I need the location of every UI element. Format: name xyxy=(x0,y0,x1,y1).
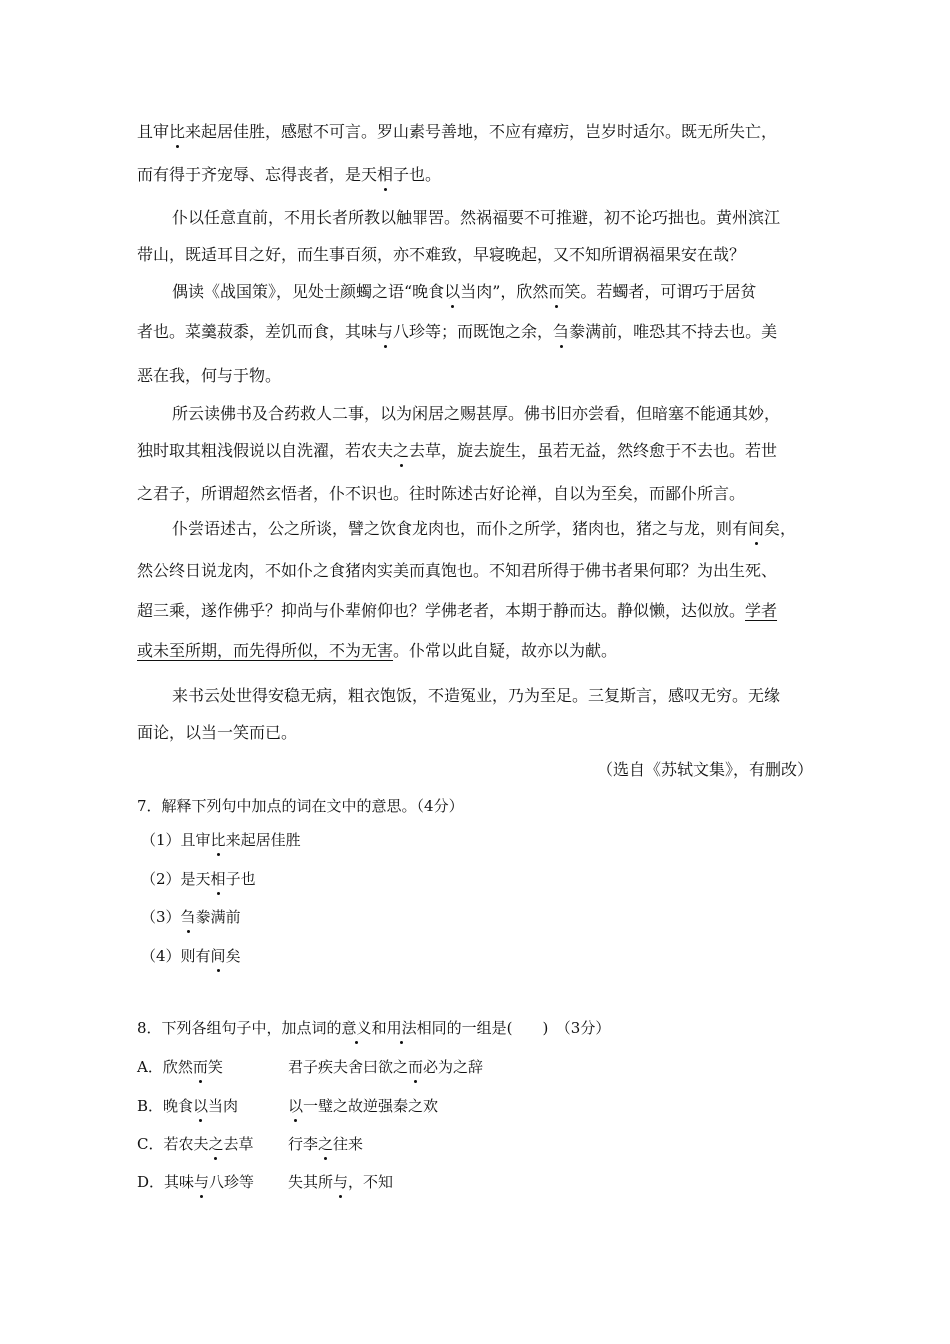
passage-line: 然公终日说龙肉，不如仆之食猪肉实美而真饱也。不知君所得于佛书者果何耶？为出生死、 xyxy=(137,561,778,580)
passage-line: 者也。菜羹菽黍，差饥而食，其味与八珍等；而既饱之余，刍豢满前，唯恐其不持去也。美 xyxy=(137,322,778,341)
dotted-char: 比 xyxy=(210,831,226,849)
passage-line: 之君子，所谓超然玄悟者，仆不识也。往时陈述古好论禅，自以为至矣，而鄙仆所言。 xyxy=(137,484,746,503)
dotted-char: 以 xyxy=(288,1097,304,1115)
dotted-char: 而 xyxy=(548,282,565,301)
dotted-char: 相 xyxy=(210,870,226,888)
question-7-item: （2）是天相子也 xyxy=(141,870,256,888)
dotted-char: 刍 xyxy=(180,908,196,926)
dotted-char: 以 xyxy=(193,1097,209,1115)
option-c-text: 行李之往来 xyxy=(288,1135,364,1153)
dotted-char: 意义 xyxy=(341,1019,372,1037)
passage-line: 偶读《战国策》，见处士颜蠋之语“晚食以当肉”，欣然而笑。若蠋者，可谓巧于居贫 xyxy=(172,282,757,301)
dotted-char: 刍 xyxy=(553,322,570,341)
dotted-char: 之 xyxy=(208,1135,224,1153)
option-a-label: A．欣然而笑 xyxy=(137,1058,223,1076)
option-c-label: C．若农夫之去草 xyxy=(137,1135,254,1153)
dotted-char: 之 xyxy=(318,1135,334,1153)
dotted-char: 而 xyxy=(192,1058,208,1076)
passage-line: 仆尝语述古，公之所谈，譬之饮食龙肉也，而仆之所学，猪肉也，猪之与龙，则有间矣， xyxy=(172,519,797,538)
passage-line: 超三乘，遂作佛乎？抑尚与仆辈俯仰也？学佛老者，本期于静而达。静似懒，达似放。学者 xyxy=(137,601,778,620)
dotted-char: 与 xyxy=(377,322,394,341)
dotted-char: 与 xyxy=(194,1173,210,1191)
question-7-item: （3）刍豢满前 xyxy=(141,908,241,926)
dotted-char: 间 xyxy=(748,519,765,538)
option-a-text: 君子疾夫舍曰欲之而必为之辞 xyxy=(288,1058,484,1076)
passage-line: 所云读佛书及合药救人二事，以为闲居之赐甚厚。佛书旧亦尝看，但暗塞不能通其妙， xyxy=(172,404,781,423)
dotted-char: 以 xyxy=(444,282,461,301)
underlined-text: 或未至所期，而先得所似，不为无害 xyxy=(137,641,394,660)
source-citation: （选自《苏轼文集》，有删改） xyxy=(596,760,813,779)
passage-line: 恶在我，何与于物。 xyxy=(137,366,282,385)
dotted-char: 比 xyxy=(169,122,186,141)
dotted-char: 与 xyxy=(333,1173,349,1191)
question-8-stem: 8．下列各组句子中，加点词的意义和用法相同的一组是( ) （3分） xyxy=(137,1019,611,1037)
option-d-text: 失其所与，不知 xyxy=(288,1173,394,1191)
question-7-item: （4）则有间矣 xyxy=(141,947,241,965)
option-b-label: B．晚食以当肉 xyxy=(137,1097,239,1115)
question-7-item: （1）且审比来起居佳胜 xyxy=(141,831,301,849)
underlined-text: 学者 xyxy=(745,601,778,620)
question-7-stem: 7．解释下列句中加点的词在文中的意思。（4分） xyxy=(137,797,464,815)
passage-line: 或未至所期，而先得所似，不为无害。仆常以此自疑，故亦以为献。 xyxy=(137,641,618,660)
option-b-text: 以一璧之故逆强秦之欢 xyxy=(288,1097,439,1115)
option-d-label: D．其味与八珍等 xyxy=(137,1173,255,1191)
passage-line: 面论，以当一笑而已。 xyxy=(137,723,298,742)
passage-line: 独时取其粗浅假说以自洗濯，若农夫之去草，旋去旋生，虽若无益，然终愈于不去也。若世 xyxy=(137,441,778,460)
dotted-char: 间 xyxy=(210,947,226,965)
passage-line: 仆以任意直前，不用长者所教以触罪罟。然祸福要不可推避，初不论巧拙也。黄州滨江 xyxy=(172,208,781,227)
passage-line: 而有得于齐宠辱、忘得丧者，是天相子也。 xyxy=(137,165,442,184)
passage-line: 且审比来起居佳胜，感慰不可言。罗山素号善地，不应有瘴疠，岂岁时适尔。既无所失亡， xyxy=(137,122,778,141)
dotted-char: 之 xyxy=(393,441,410,460)
dotted-char: 而 xyxy=(408,1058,424,1076)
dotted-char: 用法 xyxy=(386,1019,417,1037)
dotted-char: 相 xyxy=(377,165,394,184)
passage-line: 带山，既适耳目之好，而生事百须，亦不难致，早寝晚起，又不知所谓祸福果安在哉？ xyxy=(137,245,746,264)
passage-line: 来书云处世得安稳无病，粗衣饱饭，不造冤业，乃为至足。三复斯言，感叹无穷。无缘 xyxy=(172,686,781,705)
